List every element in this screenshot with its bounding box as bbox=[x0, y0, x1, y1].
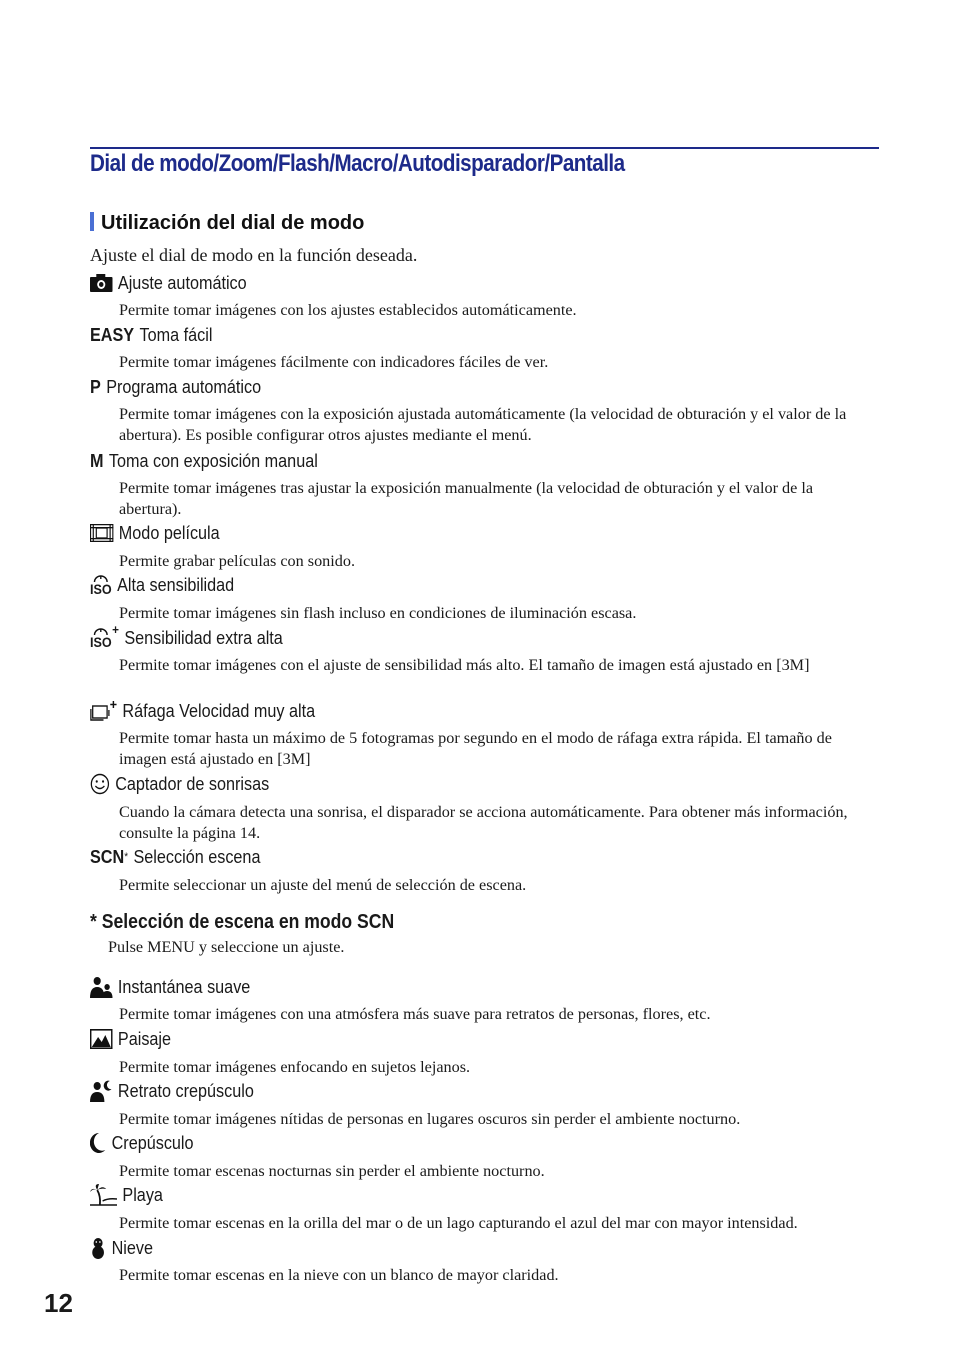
scene-label: Playa bbox=[122, 1184, 163, 1205]
m-icon: M bbox=[90, 450, 104, 471]
scene-desc: Permite tomar escenas nocturnas sin perder el ambiente nocturno. bbox=[119, 1162, 545, 1180]
camera-icon bbox=[90, 274, 113, 292]
section-heading bbox=[90, 212, 364, 235]
mode-manual bbox=[90, 450, 318, 472]
scene-desc: Permite tomar imágenes con una atmósfera más suave para retratos de personas, flores, etc. bbox=[119, 1005, 711, 1023]
mode-high-iso bbox=[90, 574, 234, 596]
smile-icon bbox=[90, 773, 110, 795]
mode-desc: Permite seleccionar un ajuste del menú de selección de escena. bbox=[119, 876, 527, 894]
mode-desc: Cuando la cámara detecta una sonrisa, el disparador se acciona automáticamente. Para obtener más información, consulte la página 14. bbox=[119, 803, 848, 842]
mode-burst bbox=[90, 700, 315, 722]
scene-desc: Permite tomar imágenes enfocando en sujetos lejanos. bbox=[119, 1058, 471, 1076]
mode-label: Captador de sonrisas bbox=[115, 773, 270, 794]
twilight-moon-icon bbox=[90, 1132, 106, 1154]
landscape-icon bbox=[90, 1029, 113, 1049]
iso-icon: ISO bbox=[90, 575, 112, 596]
scene-snow bbox=[90, 1237, 153, 1259]
mode-desc: Permite grabar películas con sonido. bbox=[119, 552, 355, 570]
mode-label: Modo película bbox=[118, 522, 220, 543]
intro-text: Ajuste el dial de modo en la función deseada. bbox=[90, 245, 418, 265]
mode-movie bbox=[90, 522, 220, 544]
beach-icon bbox=[90, 1184, 117, 1206]
mode-desc: Permite tomar imágenes sin flash incluso en condiciones de iluminación escasa. bbox=[119, 604, 637, 622]
title-rule bbox=[90, 147, 879, 149]
easy-icon: EASY bbox=[90, 324, 135, 345]
scene-twilight-portrait bbox=[90, 1080, 254, 1102]
mode-label: Toma con exposición manual bbox=[108, 450, 318, 471]
mode-program bbox=[90, 376, 261, 398]
scene-twilight bbox=[90, 1132, 194, 1154]
iso-plus-icon: ISO + bbox=[90, 621, 119, 650]
scene-soft-snap bbox=[90, 976, 250, 998]
mode-desc: Permite tomar imágenes tras ajustar la exposición manualmente (la velocidad de obturación y el valor de la abertura). bbox=[119, 479, 814, 518]
scene-label: Crepúsculo bbox=[111, 1132, 194, 1153]
scene-label: Nieve bbox=[111, 1237, 154, 1258]
snow-icon bbox=[90, 1237, 106, 1259]
burst-plus-icon bbox=[90, 701, 117, 721]
mode-desc: Permite tomar imágenes fácilmente con indicadores fáciles de ver. bbox=[119, 353, 549, 371]
page-number: 12 bbox=[44, 1288, 73, 1318]
mode-extra-high-iso bbox=[90, 621, 283, 650]
scene-desc: Permite tomar escenas en la nieve con un blanco de mayor claridad. bbox=[119, 1266, 559, 1284]
mode-smile bbox=[90, 773, 269, 795]
heading-bar bbox=[90, 212, 94, 231]
mode-easy bbox=[90, 324, 212, 346]
scene-note-desc: Pulse MENU y seleccione un ajuste. bbox=[108, 938, 345, 956]
mode-desc: Permite tomar imágenes con el ajuste de sensibilidad más alto. El tamaño de imagen está ajustado en [3M] bbox=[119, 656, 810, 674]
page-title: Dial de modo/Zoom/Flash/Macro/Autodisparador/Pantalla bbox=[90, 150, 625, 177]
mode-label: Selección escena bbox=[133, 846, 261, 867]
mode-label: Ráfaga Velocidad muy alta bbox=[122, 700, 316, 721]
twilight-portrait-icon bbox=[90, 1080, 113, 1102]
mode-desc: Permite tomar hasta un máximo de 5 fotogramas por segundo en el modo de ráfaga extra rápida. El tamaño de imagen está ajustado en [3M] bbox=[119, 729, 832, 768]
mode-desc: Permite tomar imágenes con los ajustes establecidos automáticamente. bbox=[119, 301, 577, 319]
mode-label: Toma fácil bbox=[139, 324, 213, 345]
scene-label: Instantánea suave bbox=[117, 976, 251, 997]
mode-label: Sensibilidad extra alta bbox=[124, 627, 283, 648]
soft-snap-icon bbox=[90, 976, 113, 998]
mode-label: Programa automático bbox=[106, 376, 262, 397]
scene-desc: Permite tomar escenas en la orilla del mar o de un lago capturando el azul del mar con mayor intensidad. bbox=[119, 1214, 798, 1232]
scene-label: Retrato crepúsculo bbox=[117, 1080, 254, 1101]
mode-auto bbox=[90, 272, 247, 294]
section-heading-text: Utilización del dial de modo bbox=[101, 212, 365, 234]
movie-icon bbox=[90, 524, 113, 542]
scene-beach bbox=[90, 1184, 163, 1206]
scene-landscape bbox=[90, 1028, 171, 1050]
mode-label: Ajuste automático bbox=[117, 272, 247, 293]
mode-label: Alta sensibilidad bbox=[117, 574, 235, 595]
p-icon: P bbox=[90, 376, 101, 397]
scene-note-title: * Selección de escena en modo SCN bbox=[90, 911, 395, 933]
mode-scene bbox=[90, 846, 260, 868]
scene-desc: Permite tomar imágenes nítidas de personas en lugares oscuros sin perder el ambiente nocturno. bbox=[119, 1110, 741, 1128]
scene-label: Paisaje bbox=[117, 1028, 172, 1049]
mode-desc: Permite tomar imágenes con la exposición ajustada automáticamente (la velocidad de obturación y el valor de la abertura). Es posible configurar otros ajustes mediante el menú. bbox=[119, 405, 847, 444]
scn-icon: SCN * bbox=[90, 846, 129, 867]
